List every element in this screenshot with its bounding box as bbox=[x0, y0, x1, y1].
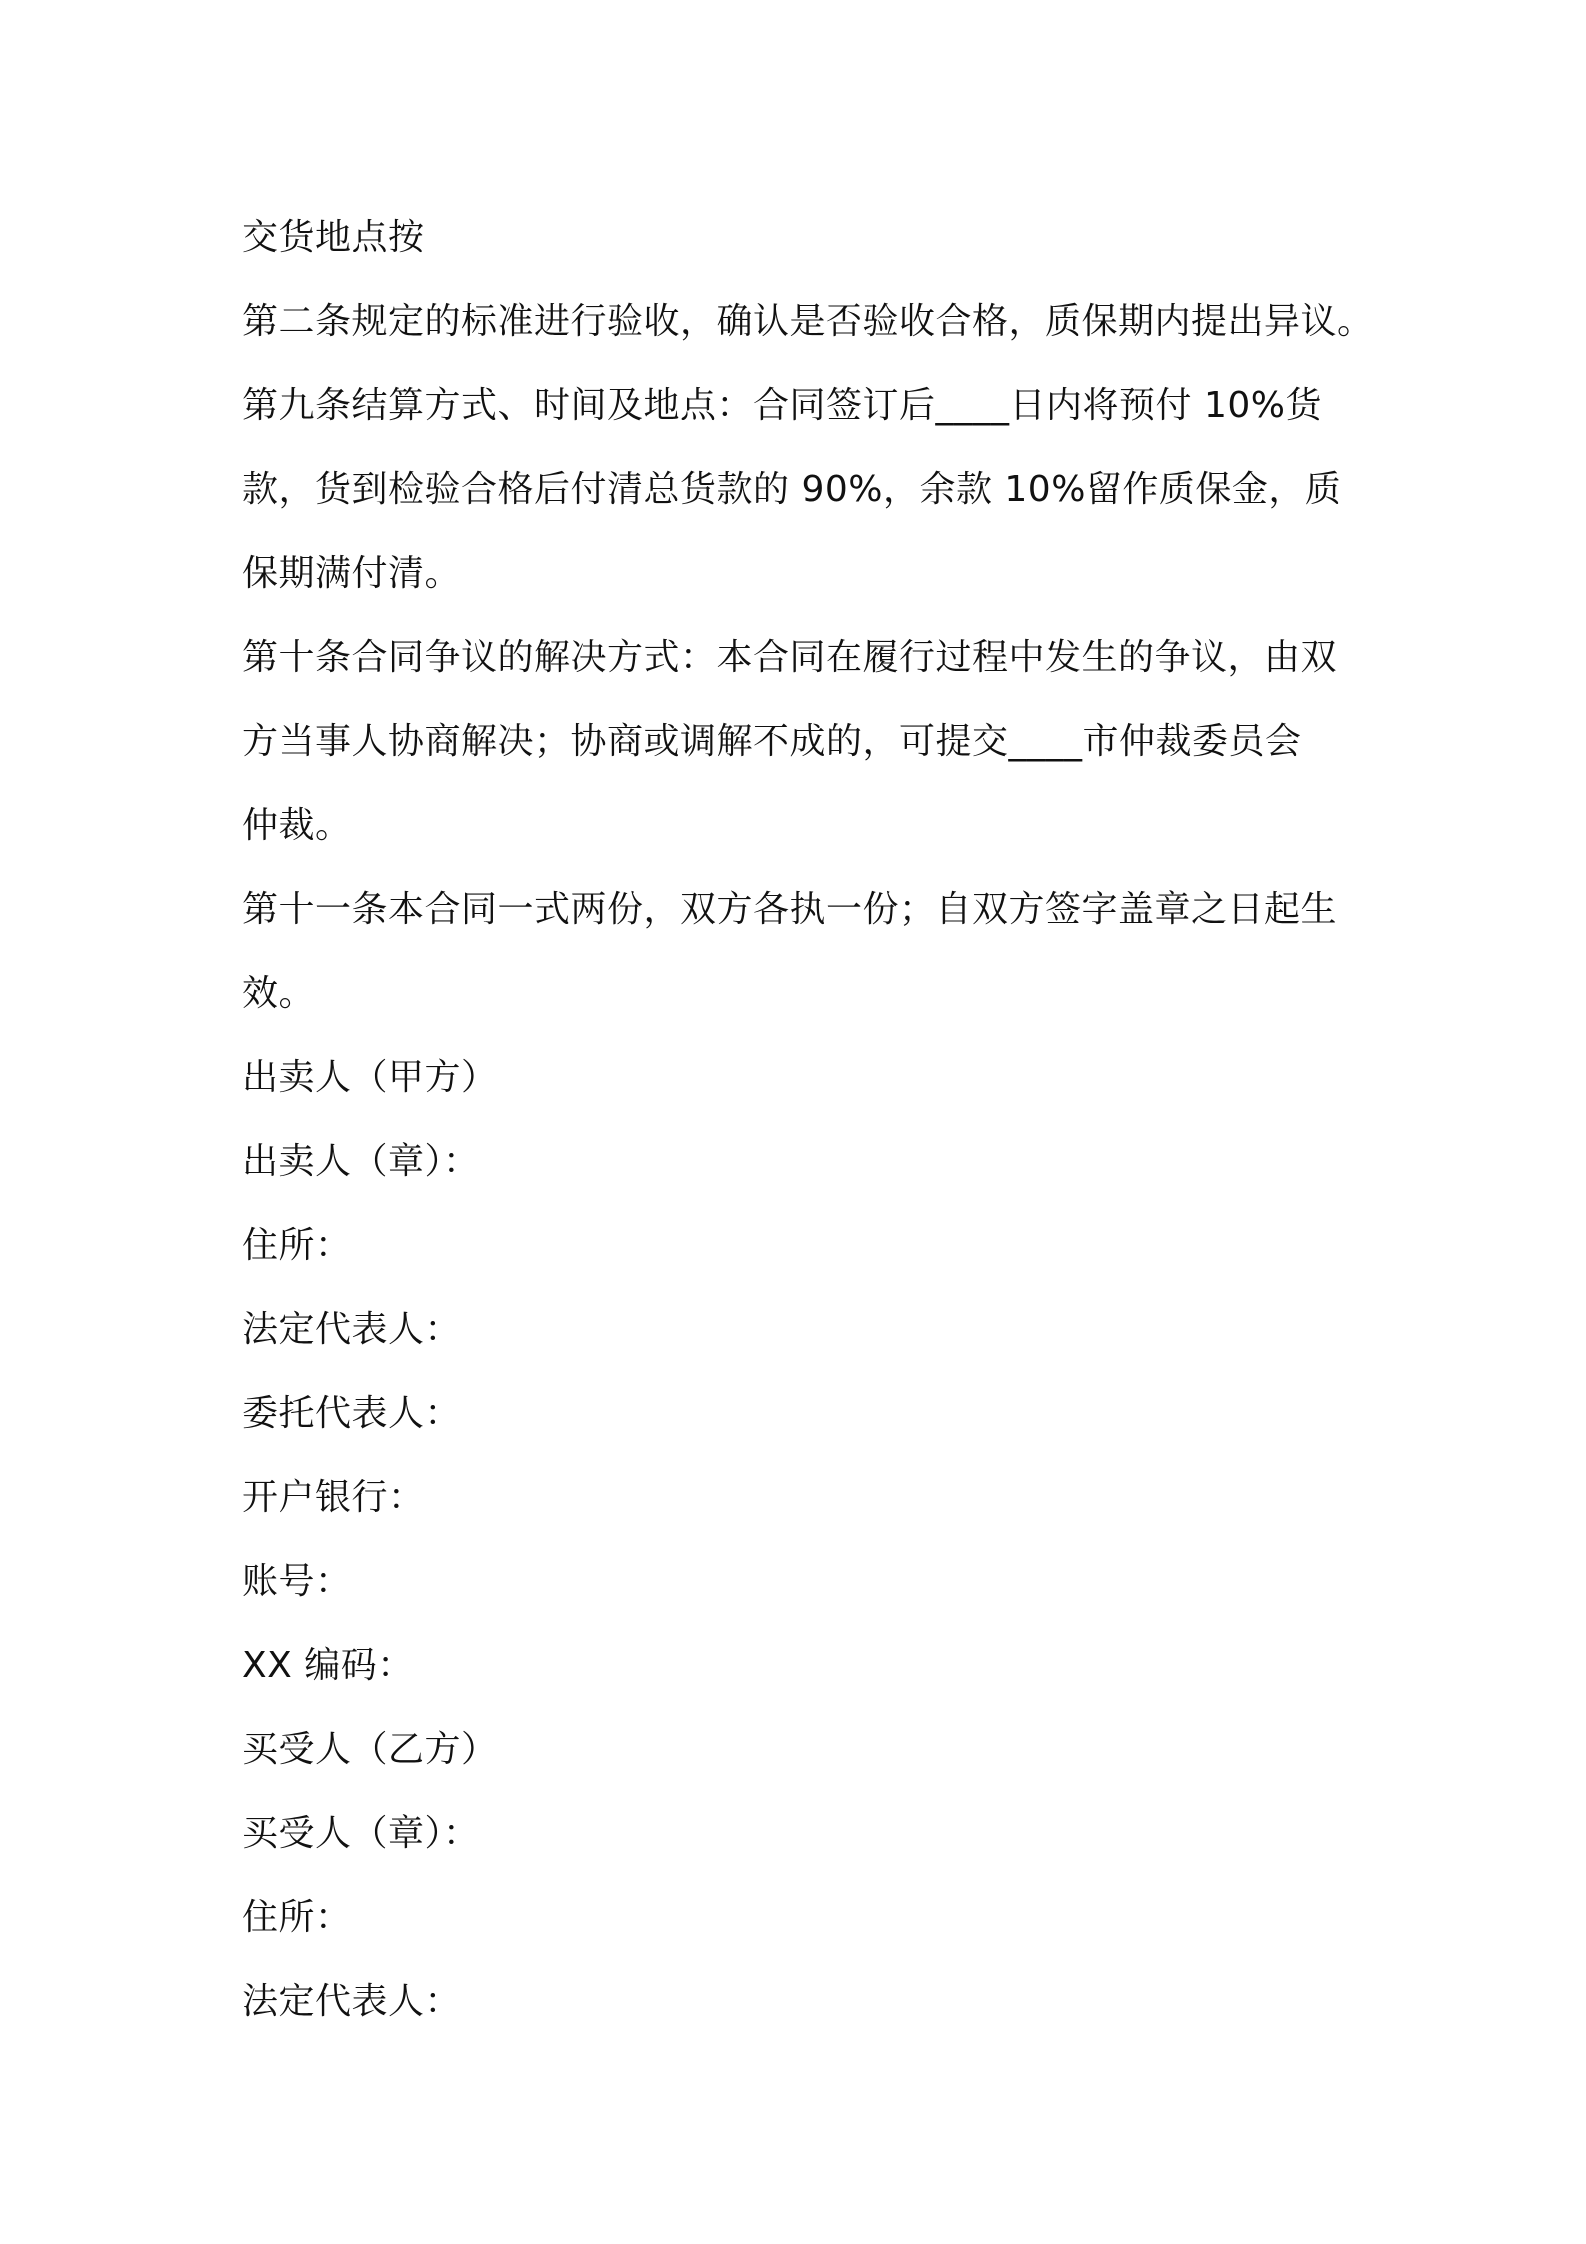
text-line-article-9-part3: 保期满付清。 bbox=[242, 553, 462, 594]
buyer-legal-rep-field: 法定代表人： bbox=[242, 1981, 462, 2022]
text-line-article-10-part1: 第十条合同争议的解决方式：本合同在履行过程中发生的争议，由双 bbox=[242, 637, 1338, 678]
seller-party-heading: 出卖人（甲方） bbox=[242, 1057, 498, 1098]
seller-seal-field: 出卖人（章）： bbox=[242, 1141, 480, 1182]
seller-legal-rep-field: 法定代表人： bbox=[242, 1309, 462, 1350]
buyer-seal-field: 买受人（章）： bbox=[242, 1813, 480, 1854]
text-line-acceptance-clause: 第二条规定的标准进行验收，确认是否验收合格，质保期内提出异议。 bbox=[242, 301, 1374, 342]
text-line-article-9-part1: 第九条结算方式、时间及地点：合同签订后____日内将预付 10%货 bbox=[242, 385, 1322, 426]
text-line-article-10-part3: 仲裁。 bbox=[242, 805, 352, 846]
seller-bank-field: 开户银行： bbox=[242, 1477, 425, 1518]
buyer-party-heading: 买受人（乙方） bbox=[242, 1729, 498, 1770]
text-line-article-11-part2: 效。 bbox=[242, 973, 316, 1014]
seller-code-field: XX 编码： bbox=[242, 1645, 414, 1686]
text-line-delivery-location: 交货地点按 bbox=[242, 217, 425, 258]
text-line-article-9-part2: 款，货到检验合格后付清总货款的 90%，余款 10%留作质保金，质 bbox=[242, 469, 1342, 510]
text-line-article-11-part1: 第十一条本合同一式两份，双方各执一份；自双方签字盖章之日起生 bbox=[242, 889, 1338, 930]
buyer-address-field: 住所： bbox=[242, 1897, 352, 1938]
seller-address-field: 住所： bbox=[242, 1225, 352, 1266]
text-line-article-10-part2: 方当事人协商解决；协商或调解不成的，可提交____市仲裁委员会 bbox=[242, 721, 1302, 762]
document-body bbox=[242, 196, 1374, 2044]
seller-account-field: 账号： bbox=[242, 1561, 352, 1602]
seller-agent-field: 委托代表人： bbox=[242, 1393, 462, 1434]
